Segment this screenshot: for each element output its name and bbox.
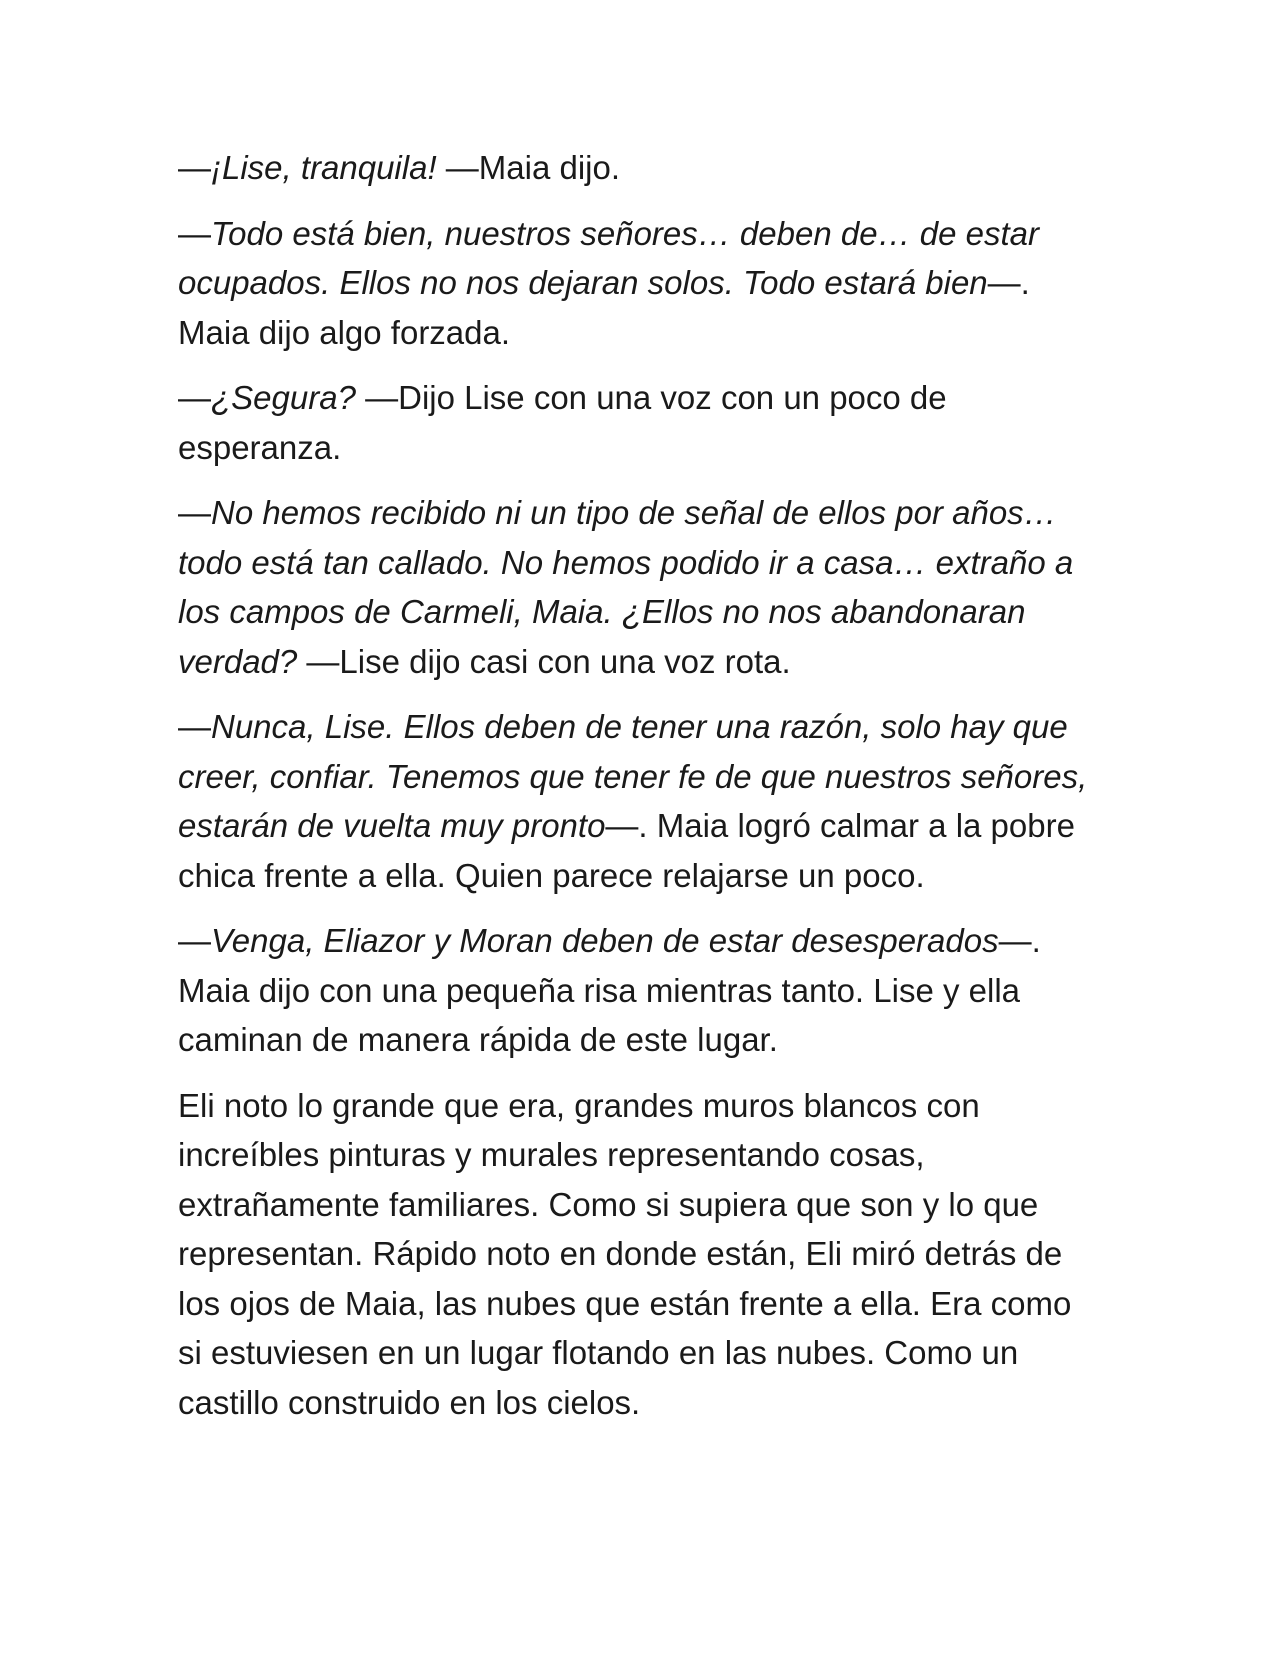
text-segment-italic: Nunca, Lise. Ellos deben de tener una razón, solo hay que creer, confiar. Tenemos que tener fe de que nuestros señores, estarán de vuelta muy pronto bbox=[178, 708, 1088, 844]
text-segment: —. Maia dijo con una pequeña risa mientras tanto. Lise y ella caminan de manera rápida de este lugar. bbox=[178, 922, 1041, 1058]
document-page bbox=[178, 143, 1098, 1443]
text-segment: — bbox=[178, 708, 211, 745]
paragraph-5 bbox=[178, 702, 1098, 900]
paragraph-7 bbox=[178, 1081, 1098, 1428]
text-segment: —. Maia logró calmar a la pobre chica frente a ella. Quien parece relajarse un poco. bbox=[178, 807, 1075, 894]
text-segment: —Dijo Lise con una voz con un poco de esperanza. bbox=[178, 379, 947, 466]
text-segment: — bbox=[178, 494, 211, 531]
text-segment: — bbox=[178, 149, 211, 186]
text-segment: —Maia dijo. bbox=[436, 149, 621, 186]
text-segment: — bbox=[178, 214, 211, 252]
paragraph-3 bbox=[178, 373, 1098, 472]
text-segment-italic: Venga, Eliazor y Moran deben de estar desesperados bbox=[211, 922, 999, 959]
paragraph-4 bbox=[178, 488, 1098, 686]
text-segment: —. Maia dijo algo forzada. bbox=[178, 264, 1030, 351]
text-segment-italic: Todo está bien, nuestros señores… deben de… de estar ocupados. Ellos no nos dejaran solos. Todo estará bien bbox=[178, 214, 1039, 301]
text-segment: — bbox=[178, 922, 211, 959]
paragraph-2 bbox=[178, 209, 1098, 358]
text-segment-italic: No hemos recibido ni un tipo de señal de ellos por años… todo está tan callado. No hemos podido ir a casa… extraño a los campos de Carmeli, Maia. ¿Ellos no nos abandonaran verdad? bbox=[178, 494, 1074, 680]
paragraph-1 bbox=[178, 143, 1098, 193]
text-segment: Eli noto lo grande que era, grandes muros blancos con increíbles pinturas y murales representando cosas, extrañamente familiares. Como si supiera que son y lo que representan. Rápido noto en donde están, Eli miró detrás de los ojos de Maia, las nubes que están frente a ella. Era como si estuviesen en un lugar flotando en las nubes. Como un castillo construido en los cielos. bbox=[178, 1086, 1072, 1421]
text-segment: —Lise dijo casi con una voz rota. bbox=[297, 642, 791, 680]
text-segment: — bbox=[178, 379, 211, 416]
text-segment-italic: ¡Lise, tranquila! bbox=[211, 149, 437, 186]
text-segment-italic: ¿Segura? bbox=[211, 379, 356, 416]
paragraph-6 bbox=[178, 916, 1098, 1065]
